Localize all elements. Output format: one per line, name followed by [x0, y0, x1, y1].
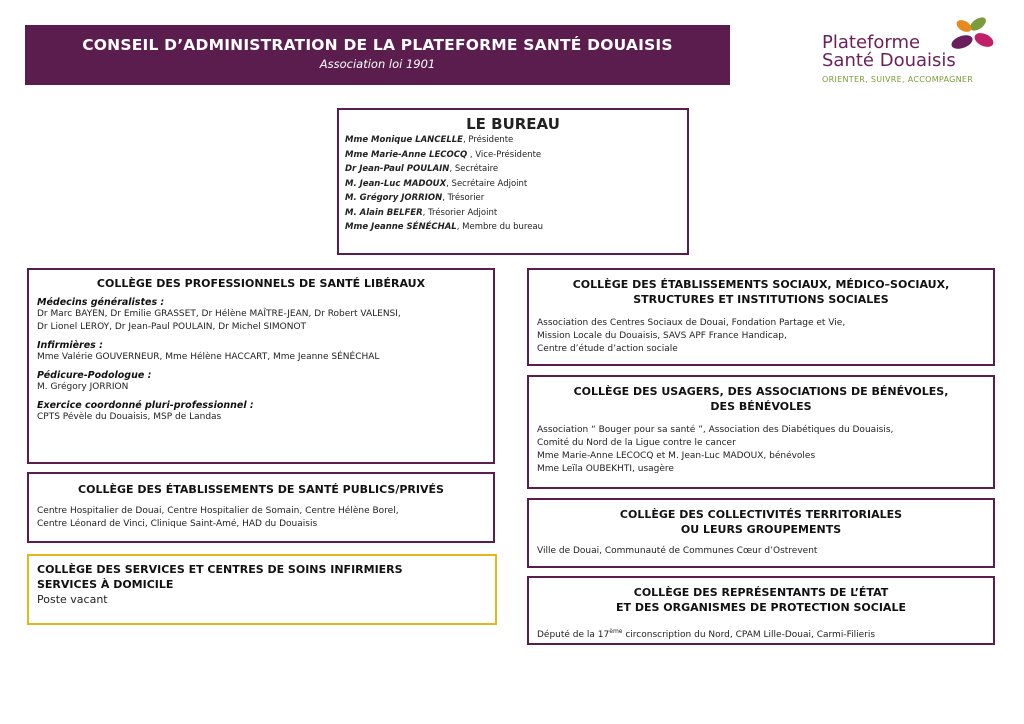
bureau-member: M. Grégory JORRION, Trésorier [345, 193, 485, 203]
usagers-title: COLLÈGE DES USAGERS, DES ASSOCIATIONS DE BÉNÉVOLES, [573, 385, 949, 398]
usagers-text: Association “ Bouger pour sa santé ”, Association des Diabétiques du Douaisis, [537, 425, 894, 435]
services-title: SERVICES À DOMICILE [37, 578, 174, 591]
sociaux-text: Association des Centres Sociaux de Douai, Fondation Partage et Vie, [537, 318, 846, 328]
liberaux-text: Dr Lionel LEROY, Dr Jean-Paul POULAIN, Dr Michel SIMONOT [37, 322, 307, 332]
etat-text: Député de la 17ème circonscription du Nord, CPAM Lille-Douai, Carmi-Filieris [537, 628, 876, 640]
bureau-member: Mme Marie-Anne LECOCQ , Vice-Présidente [345, 149, 542, 160]
etat-title: ET DES ORGANISMES DE PROTECTION SOCIALE [616, 601, 906, 614]
sociaux-box [527, 268, 995, 366]
logo-tagline: ORIENTER, SUIVRE, ACCOMPAGNER [822, 75, 974, 84]
liberaux-text: Mme Valérie GOUVERNEUR, Mme Hélène HACCART, Mme Jeanne SÉNÉCHAL [37, 352, 380, 362]
usagers-text: Mme Leïla OUBEKHTI, usagère [537, 464, 674, 474]
liberaux-sub-infirmieres: Infirmières : [37, 340, 103, 351]
bureau-member: Dr Jean-Paul POULAIN, Secrétaire [345, 164, 499, 174]
services-text: Poste vacant [37, 593, 108, 606]
sociaux-title: COLLÈGE DES ÉTABLISSEMENTS SOCIAUX, MÉDICO–SOCIAUX, [572, 278, 950, 291]
usagers-text: Comité du Nord de la Ligue contre le cancer [537, 438, 736, 448]
liberaux-text: Dr Marc BAYEN, Dr Emilie GRASSET, Dr Hélène MAÎTRE-JEAN, Dr Robert VALENSI, [37, 309, 401, 319]
usagers-title: DES BÉNÉVOLES [710, 400, 812, 413]
logo-line2: Santé Douaisis [822, 50, 956, 71]
liberaux-title: COLLÈGE DES PROFESSIONNELS DE SANTÉ LIBÉRAUX [96, 277, 426, 290]
bureau-title: LE BUREAU [466, 115, 560, 133]
bureau-member: M. Alain BELFER, Trésorier Adjoint [345, 207, 498, 218]
logo-line1: Plateforme [822, 32, 921, 53]
etablissements-title: COLLÈGE DES ÉTABLISSEMENTS DE SANTÉ PUBLICS/PRIVÉS [78, 483, 444, 496]
etat-box [527, 576, 995, 645]
etablissements-text: Centre Hospitalier de Douai, Centre Hospitalier de Somain, Centre Hélène Borel, [37, 506, 399, 516]
logo [822, 14, 1002, 94]
collectivites-title: COLLÈGE DES COLLECTIVITÉS TERRITORIALES [619, 508, 903, 521]
etablissements-box [27, 472, 495, 543]
collectivites-title: OU LEURS GROUPEMENTS [680, 523, 842, 536]
sociaux-text: Mission Locale du Douaisis, SAVS APF France Handicap, [537, 331, 787, 341]
header-banner [25, 25, 730, 85]
sociaux-title: STRUCTURES ET INSTITUTIONS SOCIALES [633, 293, 889, 306]
liberaux-text: M. Grégory JORRION [37, 382, 129, 392]
bureau-member: M. Jean-Luc MADOUX, Secrétaire Adjoint [345, 178, 528, 189]
etat-title: COLLÈGE DES REPRÉSENTANTS DE L’ÉTAT [633, 586, 889, 599]
liberaux-box [27, 268, 495, 464]
bureau-member: Mme Jeanne SÉNÉCHAL, Membre du bureau [345, 222, 544, 232]
bureau-box [337, 108, 689, 255]
bureau-member: Mme Monique LANCELLE, Présidente [345, 135, 514, 145]
services-title: COLLÈGE DES SERVICES ET CENTRES DE SOINS INFIRMIERS [37, 563, 403, 576]
page-subtitle: Association loi 1901 [319, 57, 436, 71]
collectivites-box [527, 498, 995, 568]
liberaux-sub-pedicure: Pédicure-Podologue : [37, 370, 152, 381]
etablissements-text: Centre Léonard de Vinci, Clinique Saint-Amé, HAD du Douaisis [37, 519, 318, 529]
usagers-text: Mme Marie-Anne LECOCQ et M. Jean-Luc MADOUX, bénévoles [537, 451, 816, 461]
liberaux-text: CPTS Pévèle du Douaisis, MSP de Landas [37, 412, 222, 422]
leaf-logo-icon [940, 14, 1000, 54]
liberaux-sub-medecins: Médecins généralistes : [37, 297, 165, 308]
collectivites-text: Ville de Douai, Communauté de Communes Cœur d’Ostrevent [537, 546, 818, 556]
page-title: CONSEIL D’ADMINISTRATION DE LA PLATEFORME SANTÉ DOUAISIS [82, 36, 673, 54]
liberaux-sub-exercice: Exercice coordonné pluri-professionnel : [37, 400, 254, 411]
usagers-box [527, 375, 995, 489]
services-box [27, 554, 497, 625]
sociaux-text: Centre d’étude d’action sociale [537, 344, 678, 354]
